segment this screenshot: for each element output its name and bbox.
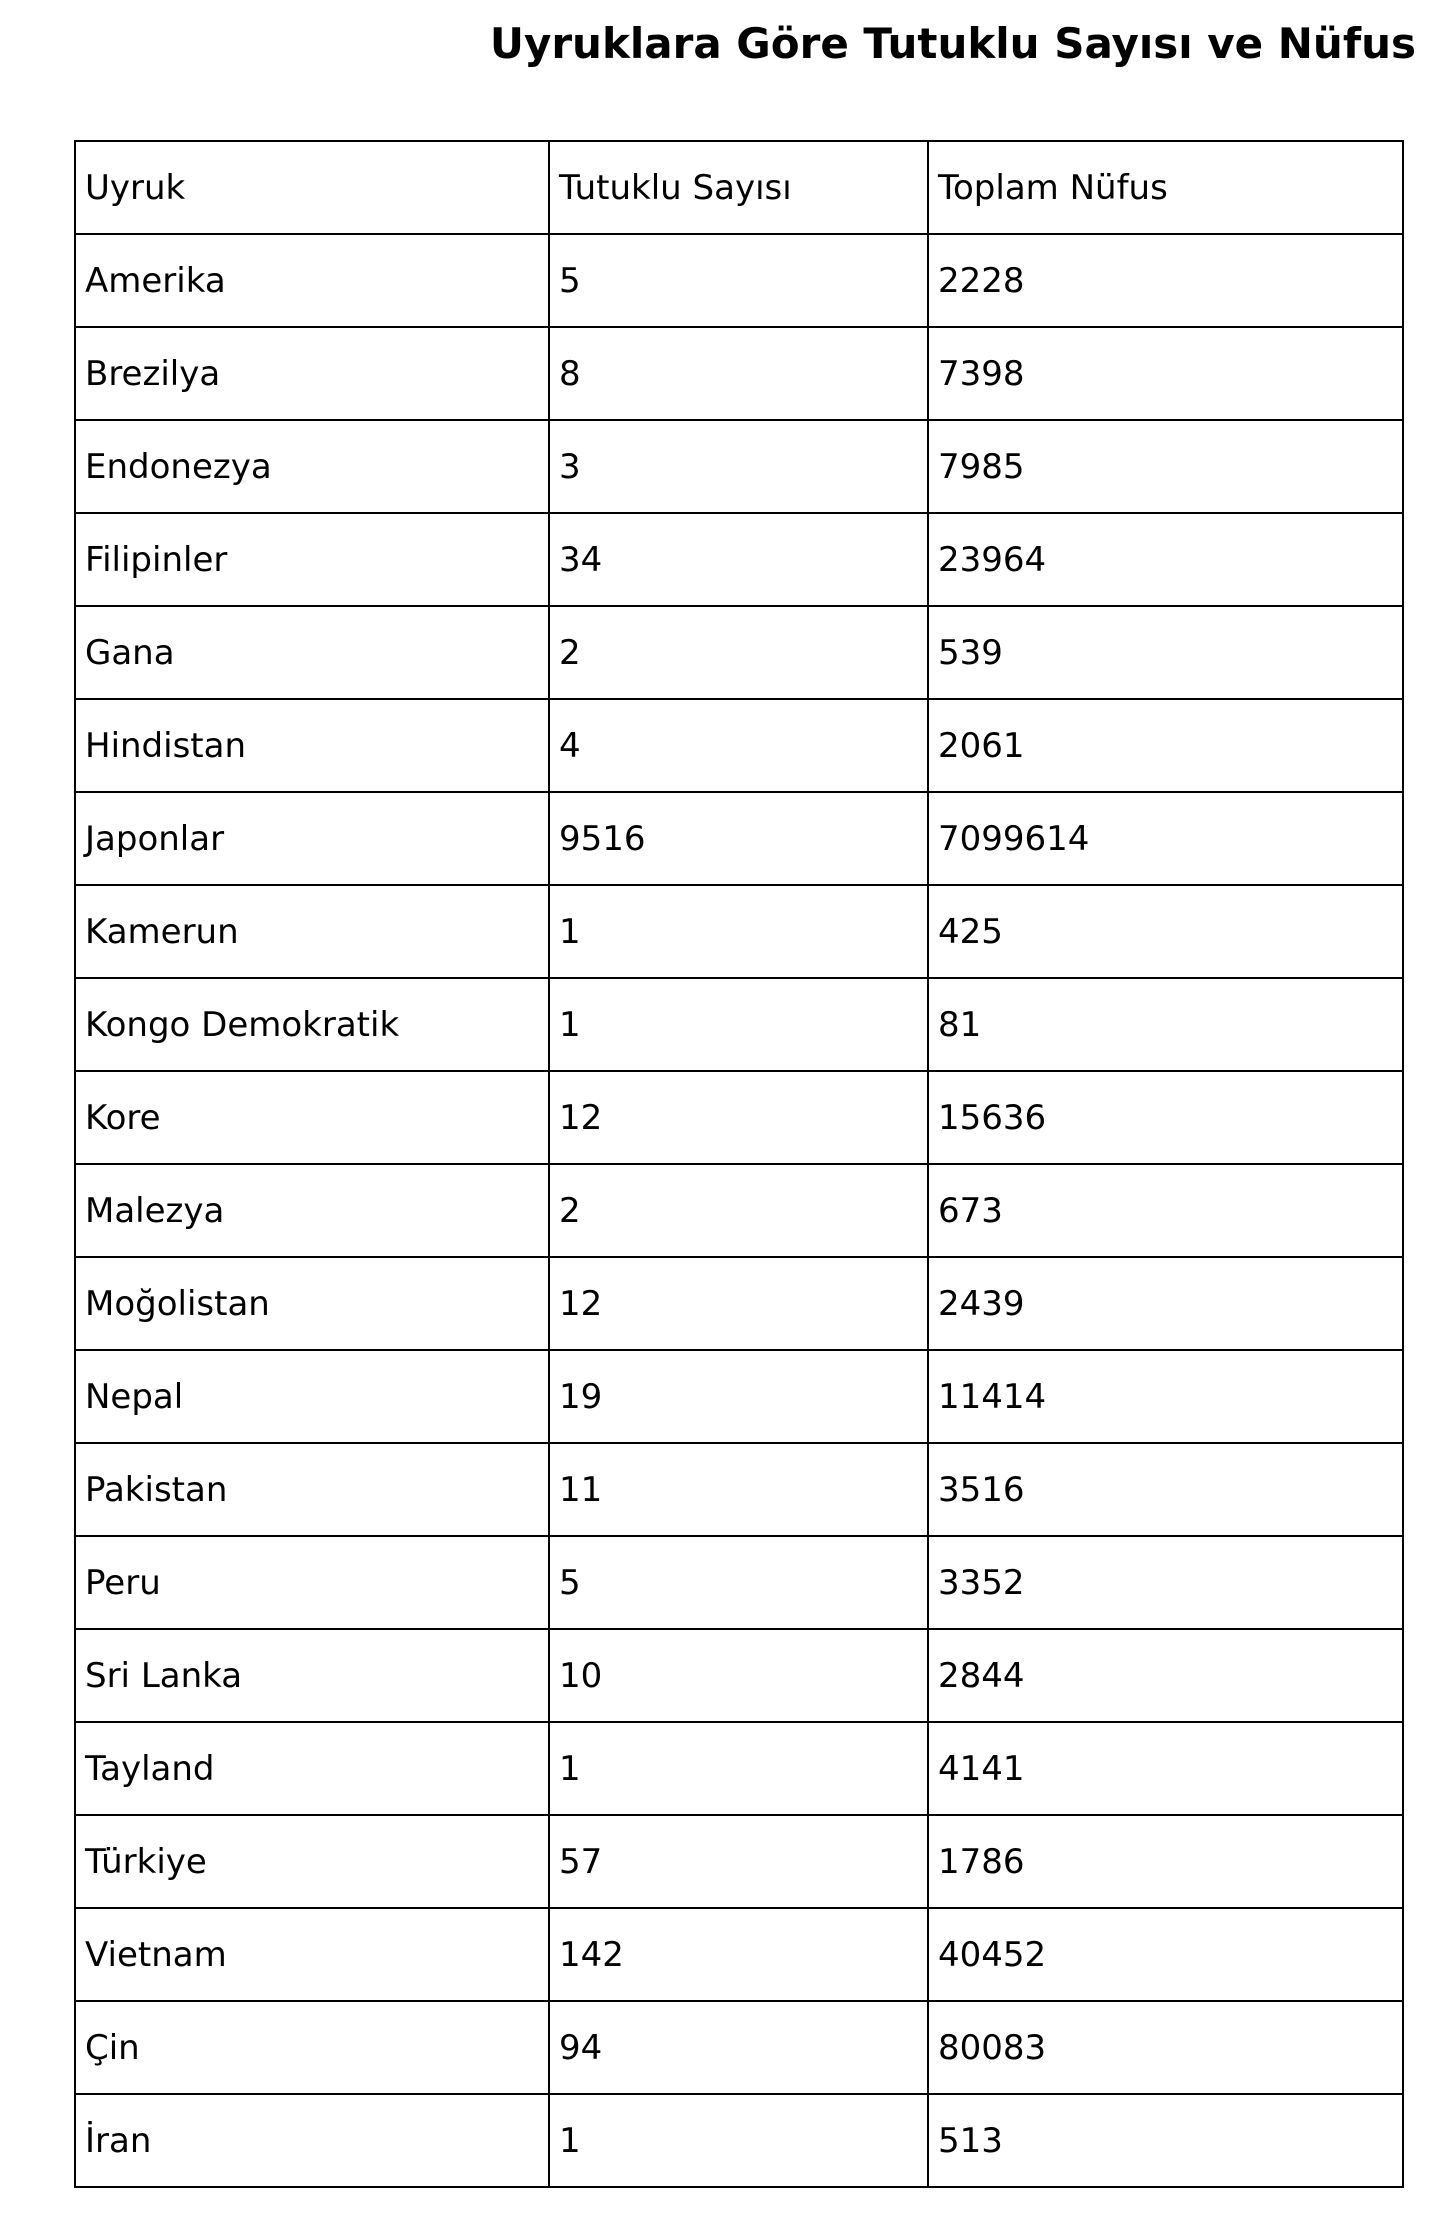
cell-uyruk: Filipinler <box>75 513 549 606</box>
cell-uyruk: Peru <box>75 1536 549 1629</box>
cell-uyruk: Vietnam <box>75 1908 549 2001</box>
table-row <box>75 699 1403 792</box>
cell-toplam-nufus: 2228 <box>928 234 1403 327</box>
cell-tutuklu-sayisi: 9516 <box>549 792 928 885</box>
table-header-row <box>75 141 1403 234</box>
cell-tutuklu-sayisi: 5 <box>549 1536 928 1629</box>
cell-toplam-nufus: 7985 <box>928 420 1403 513</box>
cell-toplam-nufus: 3352 <box>928 1536 1403 1629</box>
cell-uyruk: Moğolistan <box>75 1257 549 1350</box>
cell-uyruk: Malezya <box>75 1164 549 1257</box>
cell-tutuklu-sayisi: 2 <box>549 606 928 699</box>
cell-tutuklu-sayisi: 12 <box>549 1071 928 1164</box>
table-row <box>75 885 1403 978</box>
table-row <box>75 1536 1403 1629</box>
cell-tutuklu-sayisi: 12 <box>549 1257 928 1350</box>
table-row <box>75 1722 1403 1815</box>
cell-tutuklu-sayisi: 34 <box>549 513 928 606</box>
table-row <box>75 513 1403 606</box>
cell-tutuklu-sayisi: 94 <box>549 2001 928 2094</box>
cell-tutuklu-sayisi: 1 <box>549 978 928 1071</box>
table-row <box>75 1815 1403 1908</box>
cell-tutuklu-sayisi: 4 <box>549 699 928 792</box>
header-toplam-nufus: Toplam Nüfus <box>928 141 1403 234</box>
cell-toplam-nufus: 7099614 <box>928 792 1403 885</box>
cell-uyruk: Brezilya <box>75 327 549 420</box>
cell-uyruk: Türkiye <box>75 1815 549 1908</box>
table-row <box>75 792 1403 885</box>
cell-toplam-nufus: 2844 <box>928 1629 1403 1722</box>
cell-toplam-nufus: 11414 <box>928 1350 1403 1443</box>
table-row <box>75 420 1403 513</box>
cell-toplam-nufus: 3516 <box>928 1443 1403 1536</box>
cell-tutuklu-sayisi: 19 <box>549 1350 928 1443</box>
table-row <box>75 234 1403 327</box>
cell-tutuklu-sayisi: 11 <box>549 1443 928 1536</box>
cell-toplam-nufus: 2439 <box>928 1257 1403 1350</box>
cell-toplam-nufus: 513 <box>928 2094 1403 2187</box>
cell-toplam-nufus: 673 <box>928 1164 1403 1257</box>
cell-uyruk: Kamerun <box>75 885 549 978</box>
cell-tutuklu-sayisi: 57 <box>549 1815 928 1908</box>
cell-toplam-nufus: 4141 <box>928 1722 1403 1815</box>
cell-tutuklu-sayisi: 1 <box>549 1722 928 1815</box>
cell-uyruk: Tayland <box>75 1722 549 1815</box>
table-row <box>75 2001 1403 2094</box>
cell-uyruk: Endonezya <box>75 420 549 513</box>
cell-tutuklu-sayisi: 142 <box>549 1908 928 2001</box>
cell-toplam-nufus: 1786 <box>928 1815 1403 1908</box>
table-row <box>75 1257 1403 1350</box>
cell-uyruk: Gana <box>75 606 549 699</box>
cell-uyruk: Sri Lanka <box>75 1629 549 1722</box>
cell-toplam-nufus: 80083 <box>928 2001 1403 2094</box>
cell-tutuklu-sayisi: 8 <box>549 327 928 420</box>
cell-toplam-nufus: 425 <box>928 885 1403 978</box>
table-row <box>75 978 1403 1071</box>
cell-toplam-nufus: 7398 <box>928 327 1403 420</box>
table-row <box>75 1443 1403 1536</box>
cell-toplam-nufus: 15636 <box>928 1071 1403 1164</box>
cell-tutuklu-sayisi: 10 <box>549 1629 928 1722</box>
cell-uyruk: İran <box>75 2094 549 2187</box>
cell-uyruk: Pakistan <box>75 1443 549 1536</box>
table-body <box>75 141 1403 2187</box>
table-row <box>75 1629 1403 1722</box>
table-row <box>75 1908 1403 2001</box>
table-row <box>75 327 1403 420</box>
cell-tutuklu-sayisi: 3 <box>549 420 928 513</box>
cell-uyruk: Amerika <box>75 234 549 327</box>
cell-uyruk: Kore <box>75 1071 549 1164</box>
cell-uyruk: Hindistan <box>75 699 549 792</box>
cell-toplam-nufus: 40452 <box>928 1908 1403 2001</box>
header-uyruk: Uyruk <box>75 141 549 234</box>
cell-uyruk: Kongo Demokratik <box>75 978 549 1071</box>
cell-uyruk: Japonlar <box>75 792 549 885</box>
table-row <box>75 1164 1403 1257</box>
cell-toplam-nufus: 2061 <box>928 699 1403 792</box>
cell-uyruk: Nepal <box>75 1350 549 1443</box>
page-title: Uyruklara Göre Tutuklu Sayısı ve Nüfus <box>489 19 1416 68</box>
cell-toplam-nufus: 539 <box>928 606 1403 699</box>
cell-tutuklu-sayisi: 5 <box>549 234 928 327</box>
cell-tutuklu-sayisi: 1 <box>549 2094 928 2187</box>
data-table <box>74 140 1404 2188</box>
table-row <box>75 1350 1403 1443</box>
table-row <box>75 1071 1403 1164</box>
cell-toplam-nufus: 23964 <box>928 513 1403 606</box>
table-row <box>75 2094 1403 2187</box>
cell-tutuklu-sayisi: 1 <box>549 885 928 978</box>
cell-tutuklu-sayisi: 2 <box>549 1164 928 1257</box>
cell-toplam-nufus: 81 <box>928 978 1403 1071</box>
header-tutuklu-sayisi: Tutuklu Sayısı <box>549 141 928 234</box>
table-row <box>75 606 1403 699</box>
cell-uyruk: Çin <box>75 2001 549 2094</box>
